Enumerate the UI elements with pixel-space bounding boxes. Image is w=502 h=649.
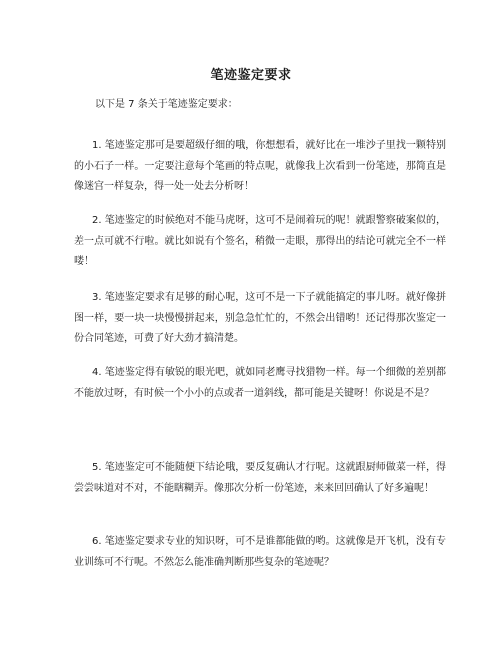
document-title: 笔迹鉴定要求	[210, 68, 292, 83]
paragraph-6: 6. 笔迹鉴定要求专业的知识呀，可不是谁都能做的哟。这就像是开飞机，没有专业训练可不行呢。不然怎么能准确判断那些复杂的笔迹呢？	[74, 536, 446, 568]
paragraph-2: 2. 笔迹鉴定的时候绝对不能马虎呀，这可不是闹着玩的呢！就跟警察破案似的，差一点可就不行啦。就比如说有个签名，稍微一走眼，那得出的结论可就完全不一样喽！	[74, 215, 446, 267]
paragraph-1: 1. 笔迹鉴定那可是要超级仔细的哦，你想想看，就好比在一堆沙子里找一颗特别的小石子一样。一定要注意每个笔画的特点呢，就像我上次看到一份笔迹，那简直是像迷宫一样复杂，得一处一处去分析呀！	[74, 140, 446, 192]
paragraph-4: 4. 笔迹鉴定得有敏锐的眼光吧，就如同老鹰寻找猎物一样。每一个细微的差别都不能放过呀，有时候一个小小的点或者一道斜线，都可能是关键呀！你说是不是？	[74, 367, 446, 399]
paragraph-3: 3. 笔迹鉴定要求有足够的耐心呢，这可不是一下子就能搞定的事儿呀。就好像拼图一样，要一块一块慢慢拼起来，别急急忙忙的，不然会出错哟！还记得那次鉴定一份合同笔迹，可费了好大劲才搞清楚。	[74, 292, 446, 344]
intro-text: 以下是 7 条关于笔迹鉴定要求：	[95, 99, 238, 110]
paragraph-5: 5. 笔迹鉴定可不能随便下结论哦，要反复确认才行呢。这就跟厨师做菜一样，得尝尝味道对不对，不能瞎糊弄。像那次分析一份笔迹，来来回回确认了好多遍呢！	[74, 462, 446, 494]
